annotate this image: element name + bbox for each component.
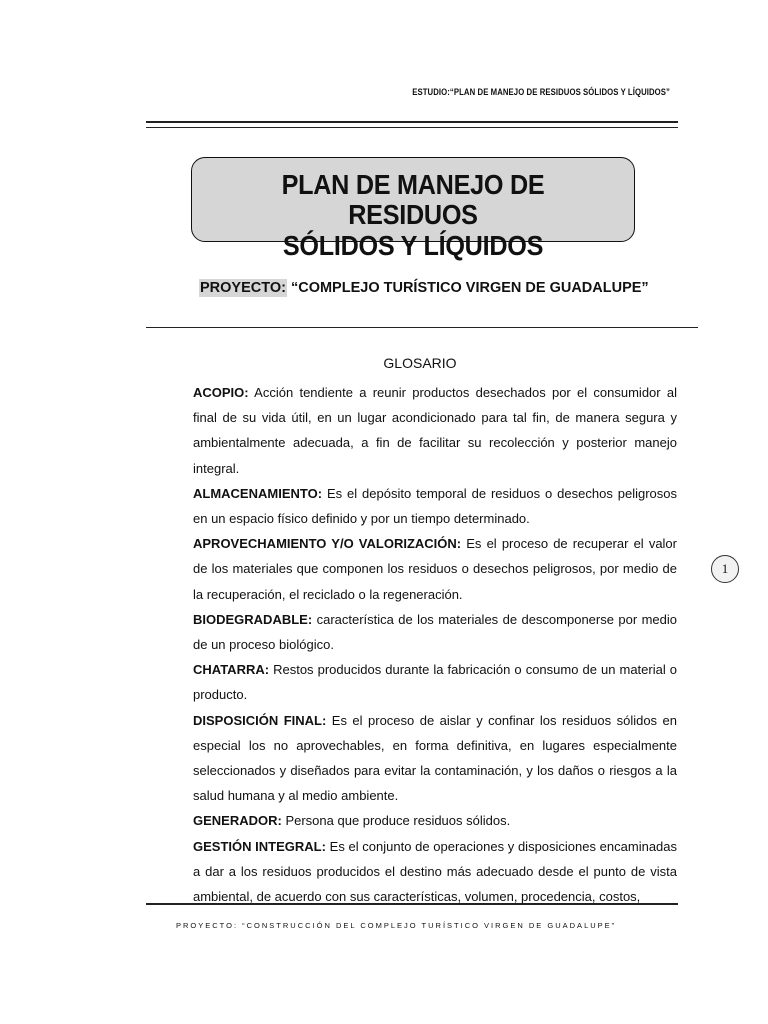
project-name: “COMPLEJO TURÍSTICO VIRGEN DE GUADALUPE” [286, 280, 649, 296]
running-header: ESTUDIO:“PLAN DE MANEJO DE RESIDUOS SÓLIDOS Y LÍQUIDOS” [412, 87, 670, 97]
glossary-entry-chatarra [193, 657, 677, 707]
document-title-line-1: PLAN DE MANEJO DE RESIDUOS [281, 169, 545, 230]
glossary-term: ALMACENAMIENTO: [193, 485, 323, 501]
glossary-entry-aprovechamiento [193, 531, 677, 607]
page-number: 1 [711, 555, 739, 583]
glossary-definition: Acción tendiente a reunir productos desechados por el consumidor al final de su vida útil, en un lugar acondicionado para tal fin, de manera segura y ambientalmente adecuada, a fin de facilitar su recolección y posterior manejo integral. [193, 385, 677, 476]
glossary-term: CHATARRA: [193, 662, 270, 678]
glossary-term: DISPOSICIÓN FINAL: [193, 712, 327, 728]
glossary-term: GESTIÓN INTEGRAL: [193, 838, 326, 854]
footer-divider [146, 903, 678, 905]
glossary-entry-almacenamiento [193, 481, 677, 531]
glossary-definition: Es el depósito temporal de residuos o desechos peligrosos en un espacio físico definido y por un tiempo determinado. [193, 485, 677, 527]
glossary-definition: Es el proceso de aislar y confinar los residuos sólidos en especial los no aprovechables, en forma definitiva, en lugares especialmente seleccionados y diseñados para evitar la contaminación, y los daños o riesgos a la salud humana y al medio ambiente. [193, 712, 677, 804]
glossary-definition: Es el conjunto de operaciones y disposiciones encaminadas a dar a los residuos producidos el destino más adecuado desde el punto de vista ambiental, de acuerdo con sus características, volumen, procedencia, costos, [193, 838, 678, 905]
section-divider [146, 327, 698, 328]
glossary-definition: característica de los materiales de descomponerse por medio de un proceso biológico. [193, 611, 677, 653]
header-divider [146, 121, 678, 128]
glossary-term: BIODEGRADABLE: [193, 611, 313, 627]
document-title-box [191, 157, 635, 261]
glossary-entry-biodegradable [193, 607, 677, 657]
glossary-term: GENERADOR: [193, 813, 282, 829]
glossary-entry-disposicion-final [193, 708, 677, 809]
document-title-line-2: SÓLIDOS Y LÍQUIDOS [282, 230, 544, 261]
glossary-entry-gestion-integral [193, 834, 677, 910]
glossary-term: APROVECHAMIENTO Y/O VALORIZACIÓN: [193, 536, 462, 552]
glossary-entry-acopio [193, 380, 677, 481]
glossary-definition: Es el proceso de recuperar el valor de los materiales que componen los residuos o desechos peligrosos, por medio de la recuperación, el reciclado o la regeneración. [193, 536, 677, 602]
glossary-definition: Restos producidos durante la fabricación o consumo de un material o producto. [193, 662, 677, 703]
glossary-definition: Persona que produce residuos sólidos. [281, 813, 511, 829]
project-line [199, 280, 649, 296]
running-footer: PROYECTO: “CONSTRUCCIÓN DEL COMPLEJO TURÍSTICO VIRGEN DE GUADALUPE” [176, 921, 617, 930]
project-label: PROYECTO: [200, 280, 286, 296]
glossary-term: ACOPIO: [193, 385, 249, 400]
glossary-list [193, 380, 677, 909]
glossary-entry-generador [193, 808, 677, 833]
glossary-heading: GLOSARIO [383, 355, 457, 371]
